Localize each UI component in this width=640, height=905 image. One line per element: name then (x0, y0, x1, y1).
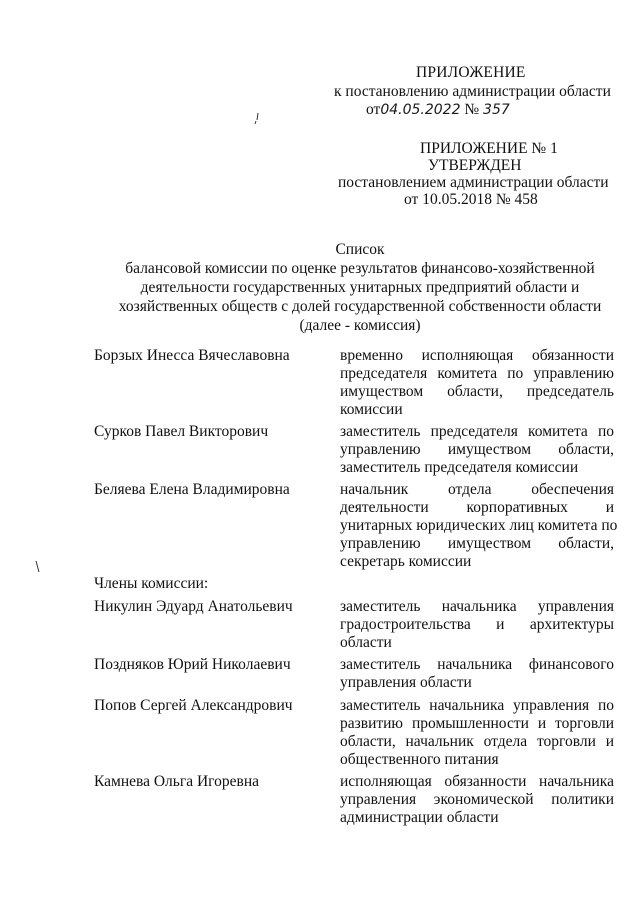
member-role (340, 347, 614, 419)
title-line: деятельности государственных унитарных предприятий области и (140, 279, 580, 296)
role-line: заместитель начальника финансового (340, 656, 614, 673)
appendix-number: ПРИЛОЖЕНИЕ № 1 (420, 140, 558, 157)
approved-date-number: от 10.05.2018 № 458 (404, 191, 538, 208)
member-role (340, 773, 614, 827)
role-line: начальник отдела обеспечения (340, 481, 614, 498)
member-name: Попов Сергей Александрович (94, 697, 293, 714)
member-name: Камнева Ольга Игоревна (94, 773, 260, 790)
scan-speck (34, 560, 42, 574)
approved-label: УТВЕРЖДЕН (428, 157, 522, 174)
role-line: деятельности корпоративных и (340, 499, 614, 516)
role-line: комиссии (340, 401, 403, 418)
role-line: градостроительства и архитектуры (340, 616, 614, 633)
from-prefix: от (366, 101, 381, 118)
title-line: хозяйственных обществ с долей государственной собственности области (118, 298, 602, 315)
appendix-date-line (366, 101, 510, 119)
role-line: области (340, 634, 392, 651)
title-line: Список (335, 241, 385, 258)
role-line: управлению имуществом области, (340, 441, 614, 458)
role-line: унитарных юридических лиц комитета по (340, 517, 618, 534)
member-name: Поздняков Юрий Николаевич (94, 656, 291, 673)
number-sign: № (464, 101, 480, 118)
role-line: общественного питания (340, 751, 499, 768)
member-name: Сурков Павел Викторович (94, 423, 269, 440)
role-line: управления области (340, 674, 472, 691)
role-line: исполняющая обязанности начальника (340, 773, 614, 790)
member-role (340, 481, 618, 571)
member-name: Борзых Инесса Вячеславовна (94, 347, 290, 364)
approved-by-resolution: постановлением администрации области (338, 174, 609, 191)
member-role (340, 423, 614, 477)
role-line: управлению имуществом области, (340, 535, 614, 552)
handwritten-date: 04.05.2022 (380, 102, 461, 118)
member-name: Никулин Эдуард Анатольевич (94, 598, 293, 615)
role-line: заместитель председателя комитета по (340, 423, 614, 440)
role-line: заместитель председателя комиссии (340, 459, 579, 476)
role-line: управления экономической политики (340, 791, 614, 808)
role-line: развитию промышленности и торговли (340, 715, 614, 732)
member-role (340, 598, 614, 652)
document-title (100, 240, 620, 335)
role-line: области, начальник отдела торговли и (340, 733, 614, 750)
title-line: балансовой комиссии по оценке результатов финансово-хозяйственной (125, 260, 595, 277)
role-line: председателя комитета по управлению (340, 365, 614, 382)
handwritten-number: 357 (483, 102, 510, 118)
role-line: администрации области (340, 809, 499, 826)
role-line: временно исполняющая обязанности (340, 347, 614, 364)
appendix-title: ПРИЛОЖЕНИЕ (416, 64, 526, 81)
members-label: Члены комиссии: (94, 575, 209, 592)
member-role (340, 656, 614, 692)
role-line: секретарь комиссии (340, 553, 472, 570)
title-line: (далее - комиссия) (299, 317, 421, 334)
role-line: имуществом области, председатель (340, 383, 614, 400)
role-line: заместитель начальника управления по (340, 697, 614, 714)
member-name: Беляева Елена Владимировна (94, 481, 290, 498)
member-role (340, 697, 614, 769)
appendix-reference: к постановлению администрации области (334, 83, 611, 100)
role-line: заместитель начальника управления (340, 598, 614, 615)
scan-speck (252, 112, 262, 126)
